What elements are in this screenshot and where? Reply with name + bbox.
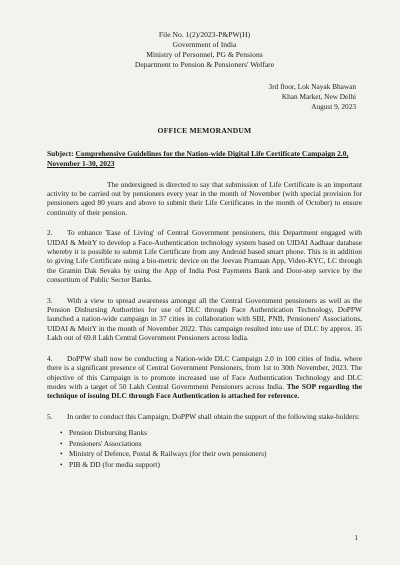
paragraph-2: [47, 228, 362, 284]
subject-text: Comprehensive Guidelines for the Nation-wide Digital Life Certificate Campaign 2.0, November 1-30, 2023: [47, 149, 349, 168]
list-item: • Pension Disbursing Banks: [69, 428, 362, 439]
page-number: 1: [354, 533, 358, 542]
paragraph-4-number: 4.: [47, 353, 53, 363]
paragraph-5-text: In order to conduct this Campaign, DoPPW shall obtain the support of the following stake-holders:: [67, 411, 360, 421]
sop-reference: The SOP regarding the technique of issuing DLC through Face Authentication is attached for reference.: [47, 381, 362, 401]
paragraph-2-number: 2.: [47, 228, 53, 238]
paragraph-3-text: With a view to spread awareness amongst all the Central Government pensioners as well as the Pension Disbursing Authorities for use of DLC through Face Authentication Technology, DoPPW launched a nation-wide campaign in 37 cities in collaboration with SBI, PNB, Pensioners' Associations, UIDAI & MeitY in the month of November 2022. This campaign resulted into use of DLC by approx. 35 Lakh out of 69.8 Lakh Central Government Pensioners across India.: [47, 295, 362, 343]
government-line: Government of India: [172, 40, 237, 49]
paragraph-5: [47, 412, 362, 421]
address-line-1: 3rd floor, Lok Nayak Bhawan: [268, 82, 356, 91]
paragraph-4-text: DoPPW shall now be conducting a Nation-wide DLC Campaign 2.0 in 100 cities of India, where there is a significant presence of Central Government Pensioners, from 1st to 30th November, 2023. The objective of this Campaign is to promote increased use of Face Authentication Technology and DLC modes with a target of 50 Lakh Central Government Pensioners across India.: [47, 353, 362, 391]
ministry-line: Ministry of Personnel, PG & Pensions: [146, 50, 263, 59]
stakeholder-list: [47, 428, 362, 470]
file-number: File No. 1(2)/2023-P&PW(H): [158, 30, 251, 39]
subject-line: [47, 149, 362, 168]
address-line-2: Khan Market, New Delhi: [281, 92, 356, 101]
paragraph-4: [47, 354, 362, 401]
paragraph-3: [47, 296, 362, 343]
memo-date: August 9, 2023: [311, 102, 356, 111]
department-line: Department to Pension & Pensioners' Welfare: [134, 60, 275, 69]
paragraph-2-text: To enhance 'Ease of Living' of Central Government pensioners, this Department engaged with UIDAI & MeitY to develop a Face-Authentication technology system based on UIDAI Aadhaar database whereby it is possible to submit Life Certificate from any Android based smart phone. This is in addition to giving Life Certificate using a bio-metric device on the Jeevan Pramaan App, Video-KYC, LC through the Gramin Dak Sevaks by using the App of India Post Payments Bank and Door-step service by the consortium of Public Sector Banks.: [47, 228, 362, 285]
letterhead: [47, 30, 362, 70]
paragraph-3-number: 3.: [47, 295, 53, 305]
list-item: • PIB & DD (for media support): [69, 460, 362, 471]
list-item: • Pensioners' Associations: [69, 439, 362, 450]
office-address: [47, 82, 362, 112]
paragraph-5-number: 5.: [47, 411, 53, 421]
paragraph-1: The undersigned is directed to say that submission of Life Certificate is an important activity to be carried out by pensioners every year in the month of November (with special provision for pensioners aged 80 years and above to submit their Life Certificates in the month of October) to ensure continuity of their pension.: [47, 179, 362, 217]
memo-title: OFFICE MEMORANDUM: [157, 126, 252, 135]
list-item: • Ministry of Defence, Postal & Railways (for their own pensioners): [69, 449, 362, 460]
subject-label: Subject:: [47, 149, 74, 159]
